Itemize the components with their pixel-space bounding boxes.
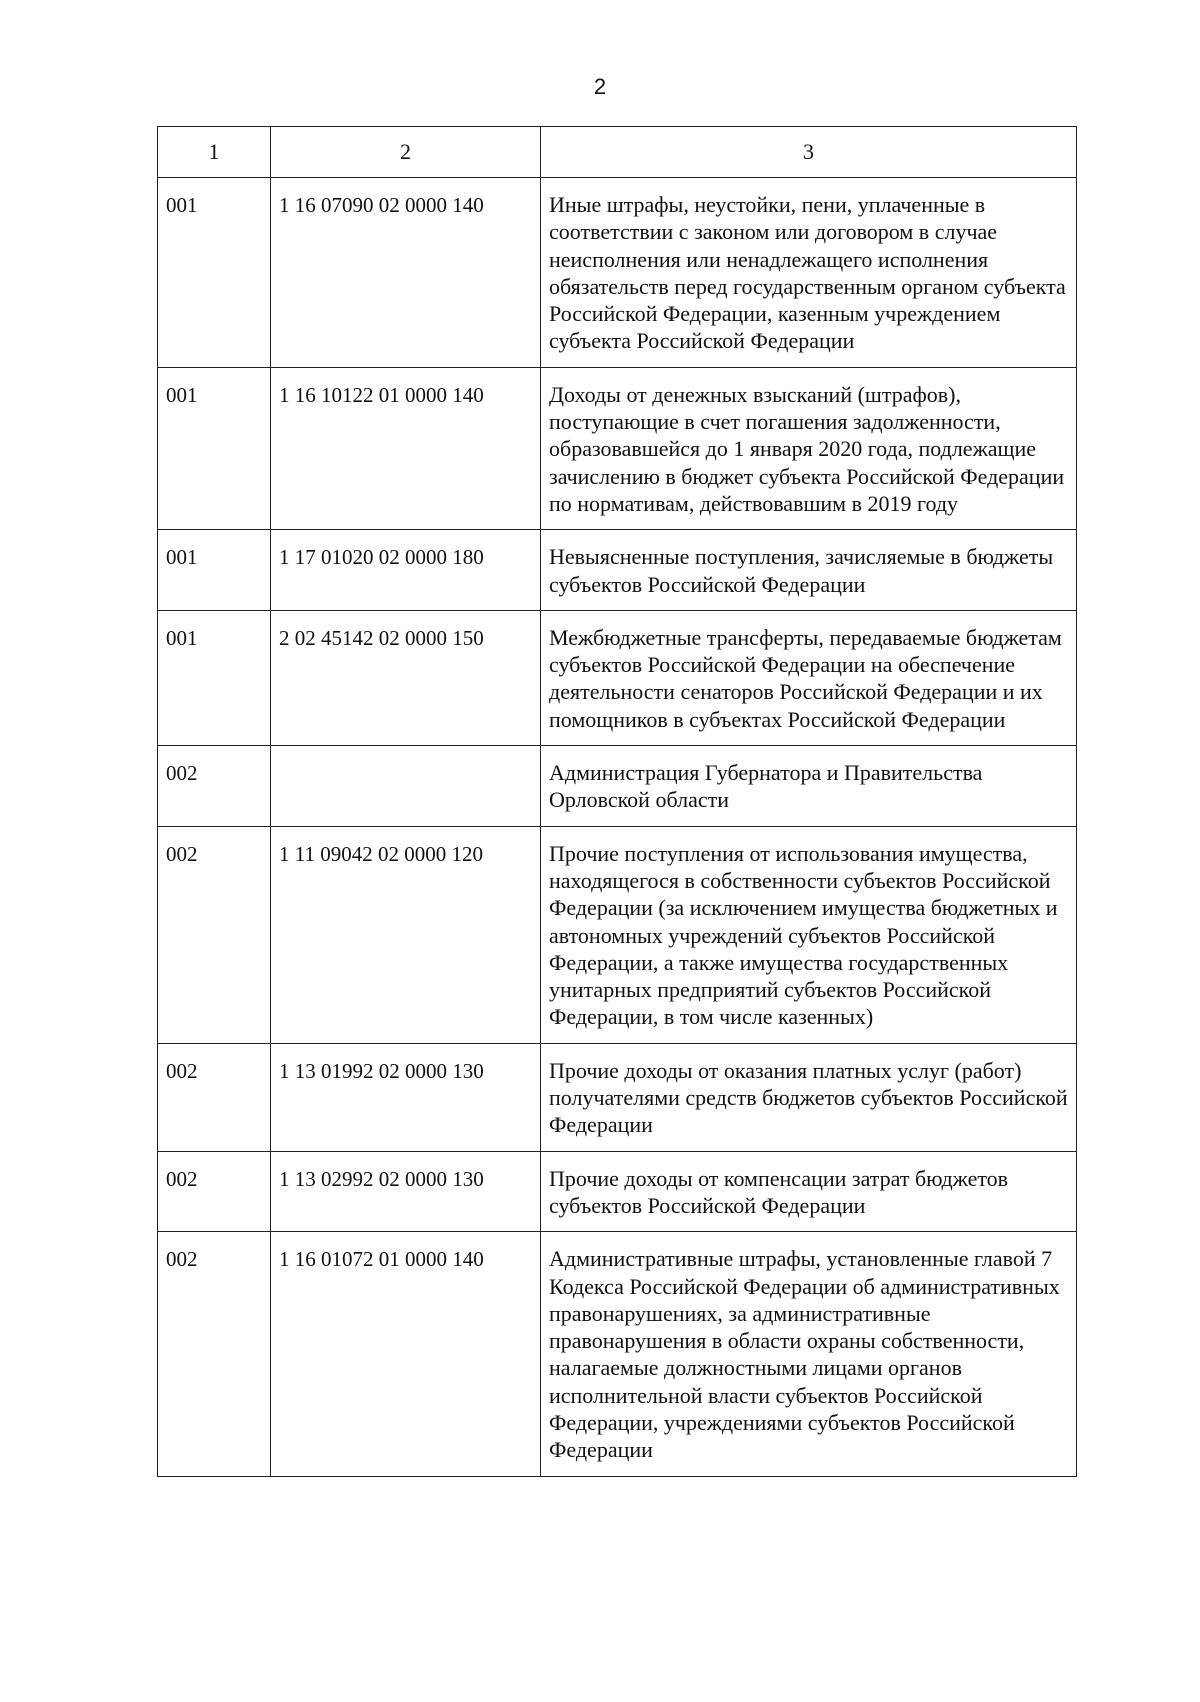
table-row — [158, 610, 1077, 745]
description-cell — [541, 1232, 1077, 1476]
table-row — [158, 367, 1077, 529]
admin-code-cell — [158, 1232, 271, 1476]
table-row — [158, 1232, 1077, 1476]
revenue-code: 1 16 07090 02 0000 140 — [279, 193, 484, 217]
table-row — [158, 1043, 1077, 1151]
revenue-code: 2 02 45142 02 0000 150 — [279, 625, 484, 650]
revenue-code — [271, 746, 540, 760]
admin-code: 002 — [166, 1058, 198, 1083]
revenue-code-cell — [271, 1232, 541, 1476]
admin-code-cell — [158, 610, 271, 745]
description-cell — [541, 1151, 1077, 1232]
admin-code: 001 — [166, 625, 198, 650]
revenue-code: 1 16 01072 01 0000 140 — [279, 1247, 484, 1272]
admin-code: 002 — [166, 761, 198, 786]
revenue-code: 1 17 01020 02 0000 180 — [279, 545, 484, 570]
revenue-description: Прочие доходы от компенсации затрат бюджетов субъектов Российской Федерации — [549, 1165, 1009, 1218]
admin-code-cell — [158, 367, 271, 529]
description-cell — [541, 826, 1077, 1043]
admin-code-cell — [158, 530, 271, 611]
table-row — [158, 826, 1077, 1043]
table-row — [158, 178, 1077, 368]
description-cell — [541, 178, 1077, 368]
description-cell — [541, 1043, 1077, 1151]
revenue-code: 1 11 09042 02 0000 120 — [279, 841, 483, 866]
table-row — [158, 1151, 1077, 1232]
admin-code: 002 — [166, 1247, 198, 1272]
revenue-code-cell — [271, 1151, 541, 1232]
admin-code-cell — [158, 826, 271, 1043]
revenue-code-cell — [271, 530, 541, 611]
revenue-description: Доходы от денежных взысканий (штрафов), поступающие в счет погашения задолженности, образовавшейся до 1 января 2020 года, подлежащие зачислению в бюджет субъекта Российской Федерации по нормативам, действовавшим в 2019 году — [549, 381, 1065, 516]
admin-code-cell — [158, 1043, 271, 1151]
revenue-description: Прочие доходы от оказания платных услуг (работ) получателями средств бюджетов субъектов Российской Федерации — [549, 1057, 1068, 1138]
column-header-2: 2 — [271, 127, 541, 178]
column-header-3: 3 — [541, 127, 1077, 178]
revenue-description: Невыясненные поступления, зачисляемые в бюджеты субъектов Российской Федерации — [549, 544, 1054, 597]
revenue-description: Администрация Губернатора и Правительства Орловской области — [549, 760, 983, 813]
revenue-code-cell — [271, 1043, 541, 1151]
description-cell — [541, 746, 1077, 827]
admin-code: 001 — [166, 545, 198, 570]
description-cell — [541, 530, 1077, 611]
revenue-code: 1 13 02992 02 0000 130 — [279, 1166, 484, 1191]
description-cell — [541, 367, 1077, 529]
revenue-code-cell — [271, 826, 541, 1043]
admin-code: 002 — [166, 841, 198, 866]
revenue-code-cell — [271, 367, 541, 529]
page-number: 2 — [593, 74, 607, 99]
revenue-description: Прочие поступления от использования имущества, находящегося в собственности субъектов Российской Федерации (за исключением имущества бюджетных и автономных учреждений субъектов Российской Федерации, а также имущества государственных унитарных предприятий субъектов Российской Федерации, в том числе казенных) — [549, 840, 1058, 1030]
admin-code-cell — [158, 1151, 271, 1232]
revenue-codes-table — [157, 126, 1077, 1477]
revenue-code-cell — [271, 610, 541, 745]
admin-code-cell — [158, 746, 271, 827]
table-header-row — [158, 127, 1077, 178]
table-row — [158, 530, 1077, 611]
revenue-code: 1 13 01992 02 0000 130 — [279, 1058, 484, 1083]
revenue-code: 1 16 10122 01 0000 140 — [279, 382, 484, 407]
revenue-code-cell — [271, 178, 541, 368]
revenue-code-cell — [271, 746, 541, 827]
revenue-description: Межбюджетные трансферты, передаваемые бюджетам субъектов Российской Федерации на обеспечение деятельности сенаторов Российской Федерации и их помощников в субъектах Российской Федерации — [549, 624, 1062, 732]
column-header-1: 1 — [158, 127, 271, 178]
admin-code: 001 — [166, 193, 198, 217]
revenue-description: Административные штрафы, установленные главой 7 Кодекса Российской Федерации об административных правонарушениях, за административные правонарушения в области охраны собственности, налагаемые должностными лицами органов исполнительной власти субъектов Российской Федерации, учреждениями субъектов Российской Федерации — [549, 1246, 1060, 1463]
description-cell — [541, 610, 1077, 745]
revenue-description: Иные штрафы, неустойки, пени, уплаченные в соответствии с законом или договором в случае неисполнения или ненадлежащего исполнения обязательств перед государственным органом субъекта Российской Федерации, казенным учреждением субъекта Российской Федерации — [549, 192, 1066, 354]
admin-code-cell — [158, 178, 271, 368]
admin-code: 002 — [166, 1166, 198, 1191]
table-row — [158, 746, 1077, 827]
admin-code: 001 — [166, 382, 198, 407]
